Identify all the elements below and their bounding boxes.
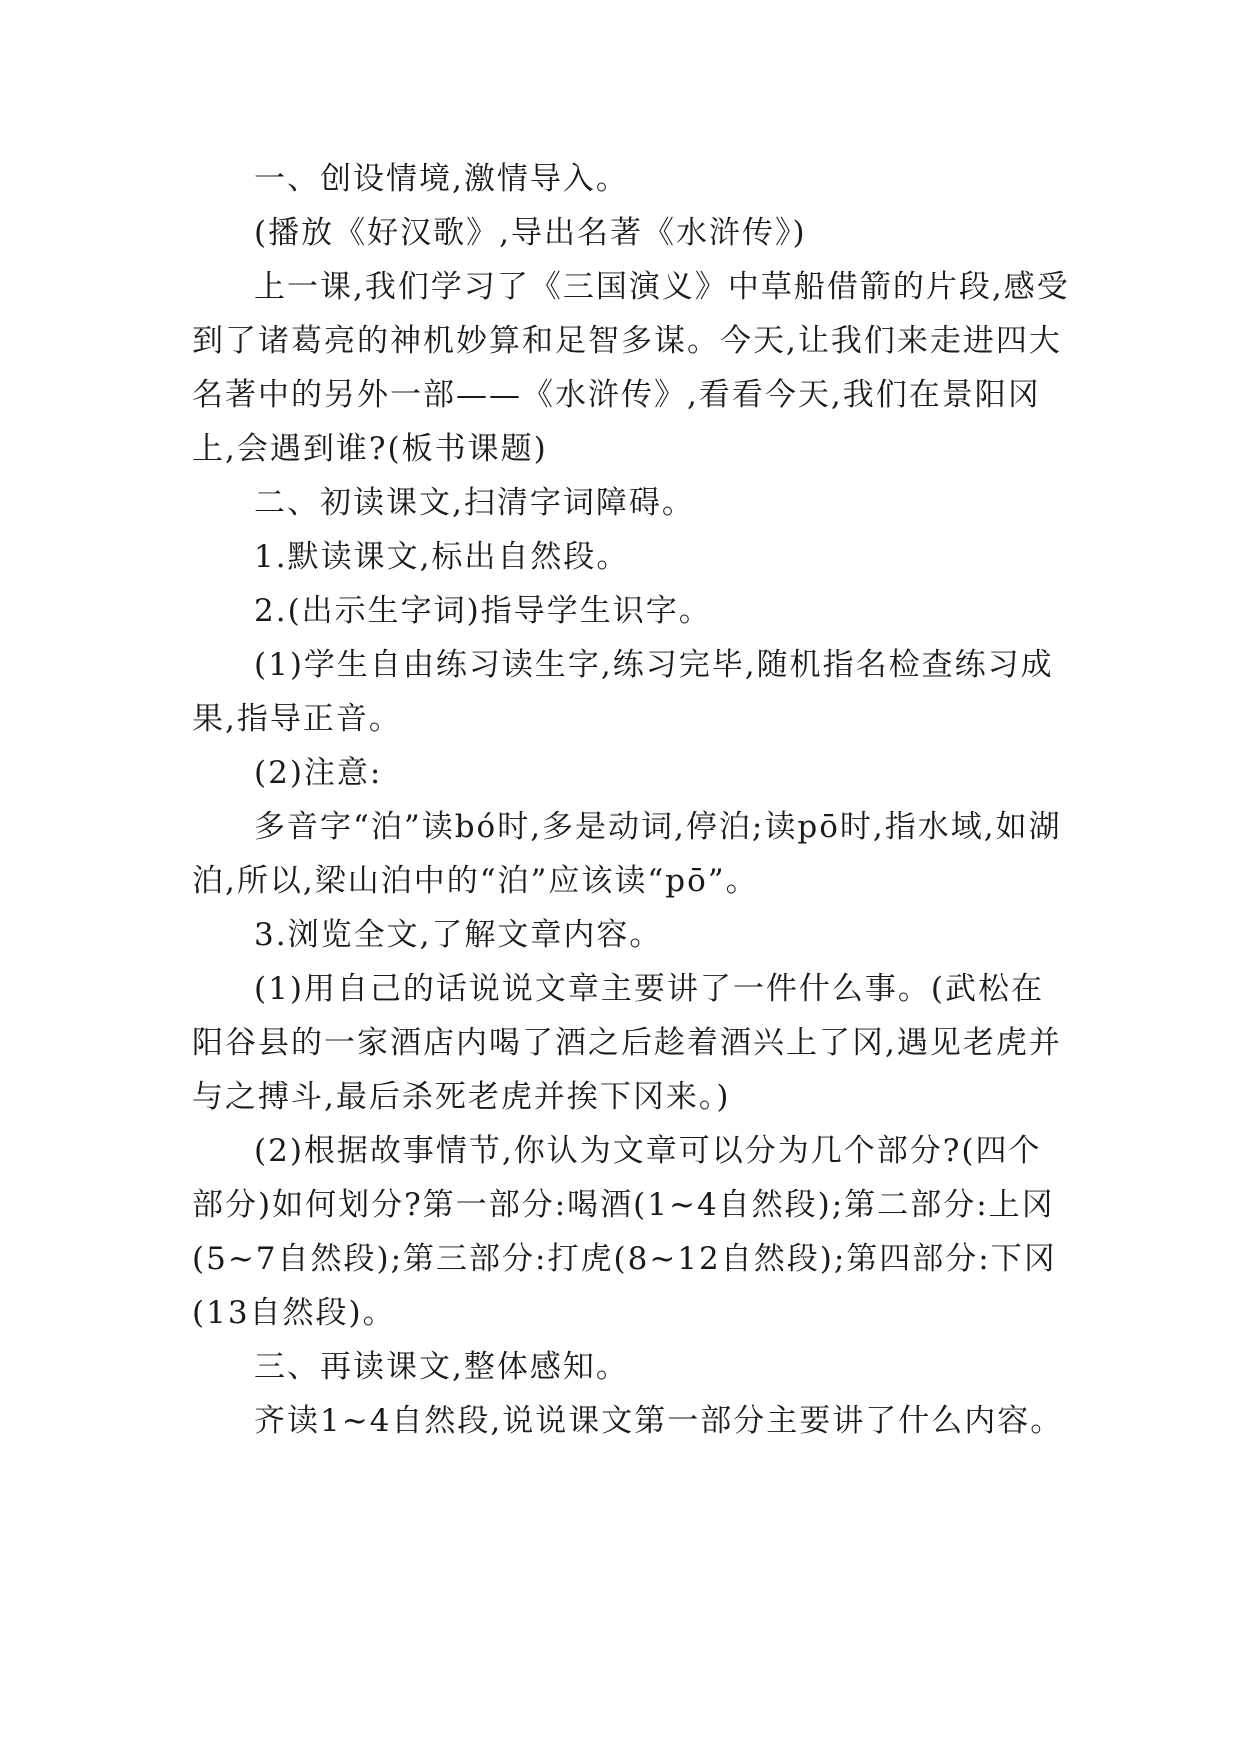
paragraph: (1)用自己的话说说文章主要讲了一件什么事。(武松在阳谷县的一家酒店内喝了酒之后趁着酒兴上了冈,遇见老虎并与之搏斗,最后杀死老虎并挨下冈来。) <box>192 971 1062 1115</box>
paragraph: 上一课,我们学习了《三国演义》中草船借箭的片段,感受到了诸葛亮的神机妙算和足智多谋。今天,让我们来走进四大名著中的另外一部——《水浒传》,看看今天,我们在景阳冈上,会遇到谁?(板书课题) <box>192 269 1070 467</box>
paragraph: 多音字“泊”读bó时,多是动词,停泊;读pō时,指水域,如湖泊,所以,梁山泊中的“泊”应该读“pō”。 <box>192 809 1062 899</box>
paragraph: (播放《好汉歌》,导出名著《水浒传》) <box>254 215 807 251</box>
paragraph: 齐读1~4自然段,说说课文第一部分主要讲了什么内容。 <box>254 1403 1064 1439</box>
section-heading-3: 三、再读课文,整体感知。 <box>254 1349 629 1385</box>
document-body <box>192 152 1072 1448</box>
paragraph: (1)学生自由练习读生字,练习完毕,随机指名检查练习成果,指导正音。 <box>192 647 1054 737</box>
paragraph: (2)注意: <box>254 755 383 791</box>
paragraph: (2)根据故事情节,你认为文章可以分为几个部分?(四个部分)如何划分?第一部分:喝酒(1~4自然段);第二部分:上冈(5~7自然段);第三部分:打虎(8~12自然段);第四部分:下冈(13自然段)。 <box>192 1133 1057 1331</box>
paragraph: 2.(出示生字词)指导学生识字。 <box>254 593 712 629</box>
paragraph: 1.默读课文,标出自然段。 <box>254 539 630 575</box>
section-heading-2: 二、初读课文,扫清字词障碍。 <box>254 485 695 521</box>
paragraph: 3.浏览全文,了解文章内容。 <box>254 917 663 953</box>
section-heading-1: 一、创设情境,激情导入。 <box>254 161 629 197</box>
